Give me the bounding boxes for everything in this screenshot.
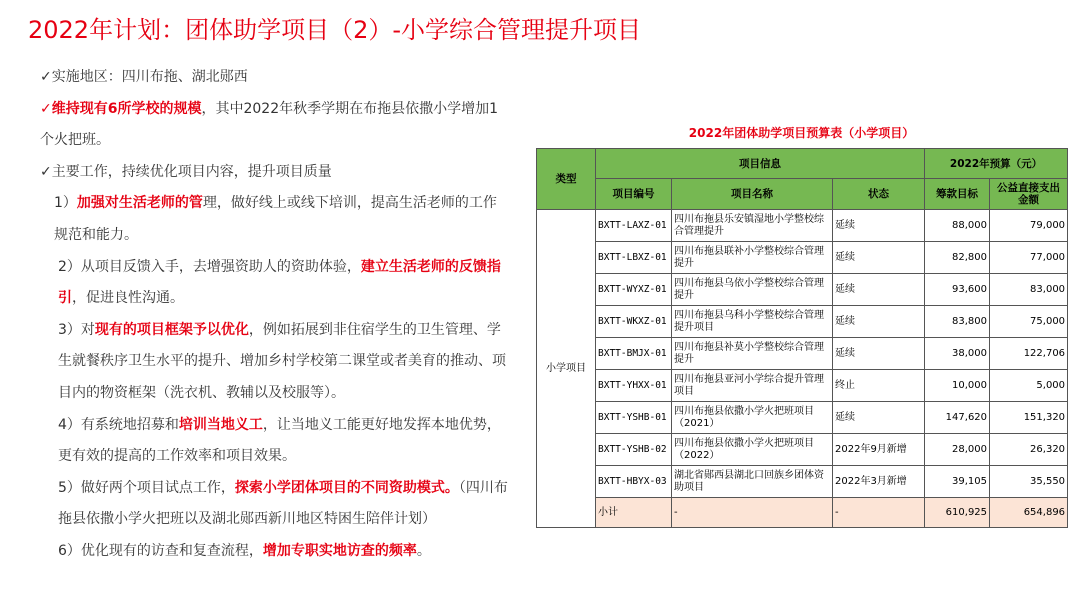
table-row	[537, 402, 1068, 434]
project-status: 延续	[833, 402, 925, 434]
header-code: 项目编号	[596, 179, 672, 210]
project-code: BXTT-YSHB-02	[596, 434, 672, 466]
table-row	[537, 274, 1068, 306]
fundraising-target: 88,000	[925, 210, 990, 242]
work-item-4: 4）有系统地招募和培训当地义工，让当地义工能更好地发挥本地优势，更有效的提高的工作效率和项目效果。	[58, 416, 501, 465]
direct-spend: 5,000	[990, 370, 1068, 402]
project-status: 2022年3月新增	[833, 466, 925, 498]
direct-spend: 83,000	[990, 274, 1068, 306]
header-project-info: 项目信息	[596, 149, 925, 179]
project-name: 四川布拖县联补小学整校综合管理提升	[672, 242, 833, 274]
project-code: BXTT-LAXZ-01	[596, 210, 672, 242]
project-name: 四川布拖县补莫小学整校综合管理提升	[672, 338, 833, 370]
table-row	[537, 210, 1068, 242]
fundraising-target: 39,105	[925, 466, 990, 498]
project-code: BXTT-WKXZ-01	[596, 306, 672, 338]
work-item-6: 6）优化现有的访查和复查流程，增加专职实地访查的频率。	[58, 542, 431, 559]
scale-line: ✓维持现有6所学校的规模，其中2022年秋季学期在布拖县依撒小学增加1个火把班。	[40, 100, 499, 149]
direct-spend: 35,550	[990, 466, 1068, 498]
main-work-line: ✓主要工作，持续优化项目内容，提升项目质量	[40, 163, 332, 180]
fundraising-target: 82,800	[925, 242, 990, 274]
header-target: 筹款目标	[925, 179, 990, 210]
work-item-1: 1）加强对生活老师的管理，做好线上或线下培训，提高生活老师的工作规范和能力。	[54, 195, 497, 243]
project-name: 湖北省郧西县湖北口回族乡团体资助项目	[672, 466, 833, 498]
plan-description	[40, 62, 510, 568]
project-name: 四川布拖县依撒小学火把班项目（2021）	[672, 402, 833, 434]
budget-table	[536, 148, 1068, 528]
fundraising-target: 147,620	[925, 402, 990, 434]
table-row	[537, 306, 1068, 338]
direct-spend: 122,706	[990, 338, 1068, 370]
scale-highlight: 维持现有6所学校的规模	[51, 100, 202, 117]
table-row	[537, 434, 1068, 466]
direct-spend: 26,320	[990, 434, 1068, 466]
project-status: 延续	[833, 338, 925, 370]
fundraising-target: 93,600	[925, 274, 990, 306]
project-name: 四川布拖县乌科小学整校综合管理提升项目	[672, 306, 833, 338]
subtotal-spend: 654,896	[990, 498, 1068, 528]
project-status: 延续	[833, 306, 925, 338]
header-spend: 公益直接支出金额	[990, 179, 1068, 210]
subtotal-target: 610,925	[925, 498, 990, 528]
direct-spend: 77,000	[990, 242, 1068, 274]
project-code: BXTT-YHXX-01	[596, 370, 672, 402]
project-code: BXTT-BMJX-01	[596, 338, 672, 370]
header-name: 项目名称	[672, 179, 833, 210]
project-status: 终止	[833, 370, 925, 402]
table-row	[537, 466, 1068, 498]
subtotal-name: -	[672, 498, 833, 528]
project-status: 延续	[833, 274, 925, 306]
project-name: 四川布拖县乌依小学整校综合管理提升	[672, 274, 833, 306]
project-name: 四川布拖县亚河小学综合提升管理项目	[672, 370, 833, 402]
project-name: 四川布拖县乐安镇湿地小学整校综合管理提升	[672, 210, 833, 242]
page-title: 2022年计划：团体助学项目（2）-小学综合管理提升项目	[28, 16, 642, 44]
table-row	[537, 338, 1068, 370]
header-status: 状态	[833, 179, 925, 210]
direct-spend: 79,000	[990, 210, 1068, 242]
work-item-3: 3）对现有的项目框架予以优化，例如拓展到非住宿学生的卫生管理、学生就餐秩序卫生水平的提升、增加乡村学校第二课堂或者美育的推动、项目内的物资框架（洗衣机、教辅以及校服等）。	[58, 321, 506, 401]
subtotal-row	[537, 498, 1068, 528]
project-status: 延续	[833, 242, 925, 274]
fundraising-target: 83,800	[925, 306, 990, 338]
fundraising-target: 28,000	[925, 434, 990, 466]
project-status: 延续	[833, 210, 925, 242]
project-code: BXTT-HBYX-03	[596, 466, 672, 498]
subtotal-status: -	[833, 498, 925, 528]
fundraising-target: 38,000	[925, 338, 990, 370]
fundraising-target: 10,000	[925, 370, 990, 402]
work-item-2: 2）从项目反馈入手，去增强资助人的资助体验，建立生活老师的反馈指引，促进良性沟通。	[58, 258, 501, 307]
project-name: 四川布拖县依撒小学火把班项目（2022）	[672, 434, 833, 466]
header-budget: 2022年预算（元）	[925, 149, 1068, 179]
header-type: 类型	[537, 149, 596, 210]
table-row	[537, 242, 1068, 274]
budget-table-title: 2022年团体助学项目预算表（小学项目）	[688, 126, 915, 140]
project-code: BXTT-LBXZ-01	[596, 242, 672, 274]
project-code: BXTT-YSHB-01	[596, 402, 672, 434]
work-item-5: 5）做好两个项目试点工作，探索小学团体项目的不同资助模式。（四川布拖县依撒小学火把班以及湖北郧西新川地区特困生陪伴计划）	[58, 479, 508, 528]
direct-spend: 151,320	[990, 402, 1068, 434]
direct-spend: 75,000	[990, 306, 1068, 338]
project-status: 2022年9月新增	[833, 434, 925, 466]
region-line: ✓实施地区：四川布拖、湖北郧西	[40, 69, 248, 85]
subtotal-label: 小计	[596, 498, 672, 528]
table-row	[537, 370, 1068, 402]
project-code: BXTT-WYXZ-01	[596, 274, 672, 306]
category-cell: 小学项目	[537, 210, 596, 528]
